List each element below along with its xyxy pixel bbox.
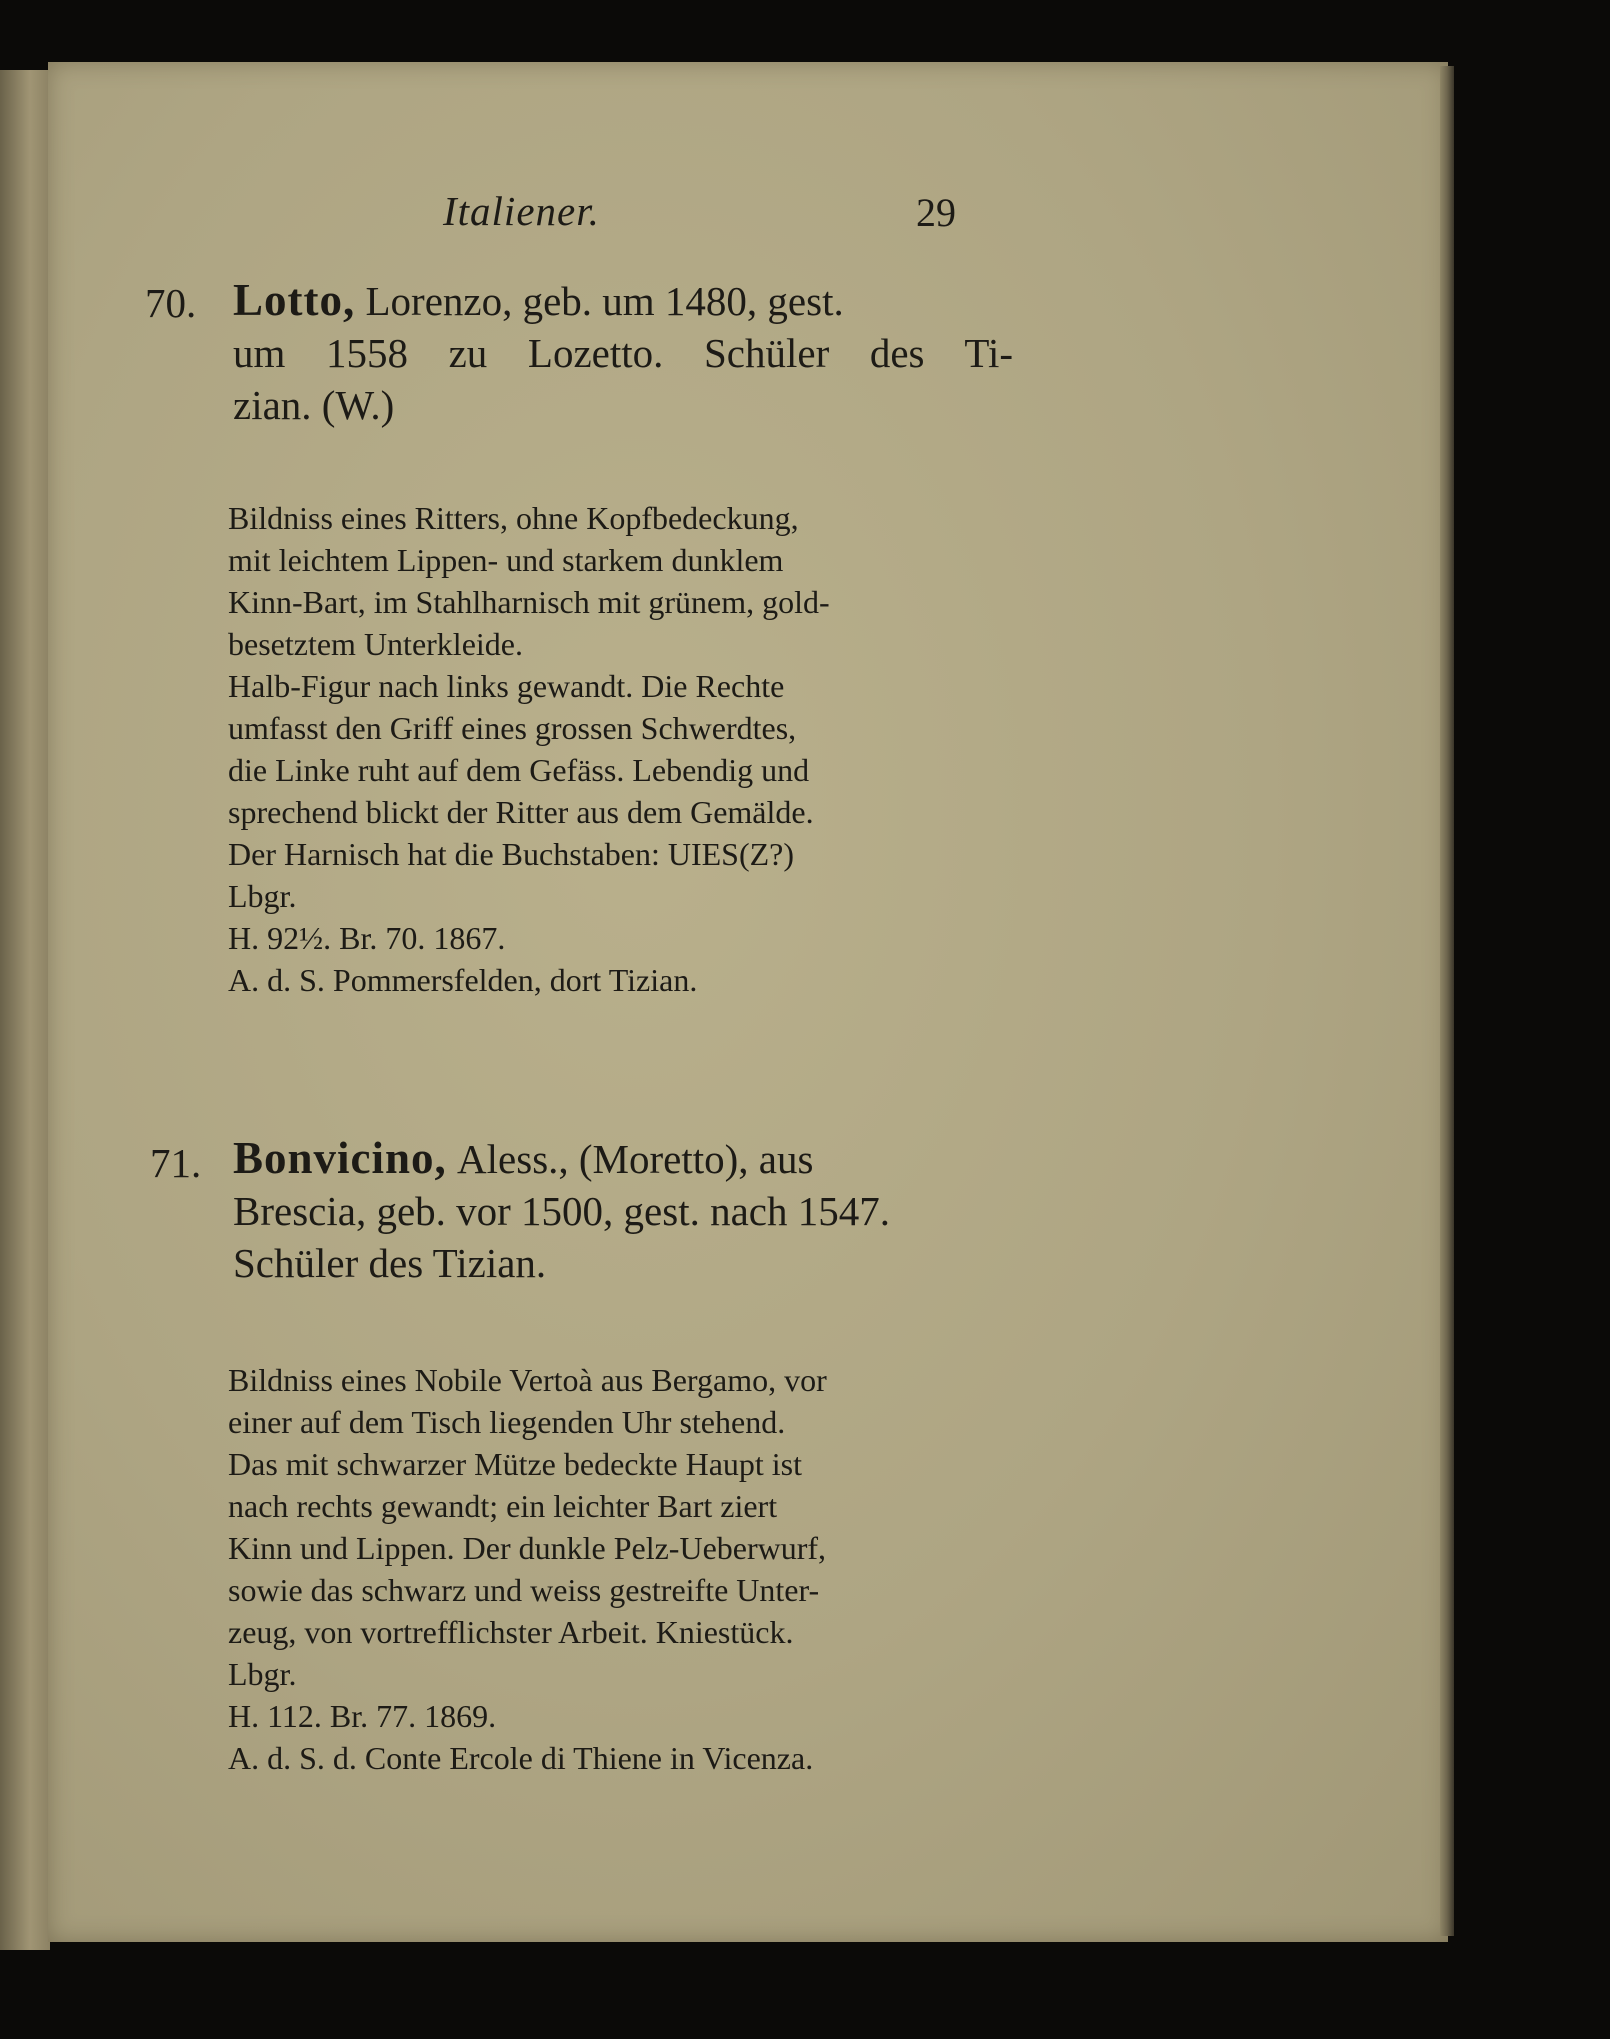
description-line: Bildniss eines Nobile Vertoà aus Bergamo, vor <box>228 1362 827 1398</box>
heading-line-text: Aless., (Moretto), aus <box>457 1136 814 1182</box>
heading-line <box>233 1132 1013 1185</box>
description-line: Kinn-Bart, im Stahlharnisch mit grünem, gold- <box>228 584 830 620</box>
description-line: Der Harnisch hat die Buchstaben: UIES(Z?) <box>228 836 795 872</box>
heading-line-text: Lorenzo, geb. um 1480, gest. <box>365 278 844 324</box>
description-line: Bildniss eines Ritters, ohne Kopfbedeckung, <box>228 500 799 536</box>
page-fore-edge <box>1440 66 1454 1936</box>
description-line: H. 92½. Br. 70. 1867. <box>228 920 506 956</box>
entry-number: 70. <box>145 280 197 326</box>
entry-heading <box>233 1132 1013 1289</box>
description-line: Halb-Figur nach links gewandt. Die Rechte <box>228 668 785 704</box>
heading-line <box>233 274 1013 327</box>
description-line: die Linke ruht auf dem Gefäss. Lebendig und <box>228 752 810 788</box>
book-page <box>48 62 1448 1942</box>
entry-heading <box>233 274 1013 431</box>
description-line: A. d. S. Pommersfelden, dort Tizian. <box>228 962 698 998</box>
description-line: Das mit schwarzer Mütze bedeckte Haupt ist <box>228 1446 803 1482</box>
page-text <box>48 62 1448 1942</box>
entry-description <box>228 1359 1008 1779</box>
artist-name: Lotto, <box>233 275 356 325</box>
description-line: besetztem Unterkleide. <box>228 626 523 662</box>
description-line: Lbgr. <box>228 878 297 914</box>
page-number: 29 <box>916 190 956 235</box>
description-line: H. 112. Br. 77. 1869. <box>228 1698 497 1734</box>
description-line: Kinn und Lippen. Der dunkle Pelz-Ueberwurf, <box>228 1530 827 1566</box>
description-line: sowie das schwarz und weiss gestreifte Unter- <box>228 1572 820 1608</box>
heading-line: zian. (W.) <box>233 382 395 428</box>
running-header: Italiener. <box>443 188 600 234</box>
previous-page-edge <box>0 70 50 1950</box>
description-line: einer auf dem Tisch liegenden Uhr stehend. <box>228 1404 786 1440</box>
entry-number: 71. <box>150 1140 202 1186</box>
heading-line: Schüler des Tizian. <box>233 1240 547 1286</box>
description-line: umfasst den Griff eines grossen Schwerdtes, <box>228 710 797 746</box>
description-line: zeug, von vortrefflichster Arbeit. Kniestück. <box>228 1614 794 1650</box>
description-line: A. d. S. d. Conte Ercole di Thiene in Vicenza. <box>228 1740 814 1776</box>
description-line: nach rechts gewandt; ein leichter Bart ziert <box>228 1488 778 1524</box>
entry-description <box>228 497 1008 1001</box>
description-line: sprechend blickt der Ritter aus dem Gemälde. <box>228 794 814 830</box>
artist-name: Bonvicino, <box>233 1133 447 1183</box>
heading-line: Brescia, geb. vor 1500, gest. nach 1547. <box>233 1188 890 1234</box>
heading-line: um 1558 zu Lozetto. Schüler des Ti- <box>233 330 1013 376</box>
description-line: Lbgr. <box>228 1656 297 1692</box>
description-line: mit leichtem Lippen- und starkem dunklem <box>228 542 784 578</box>
